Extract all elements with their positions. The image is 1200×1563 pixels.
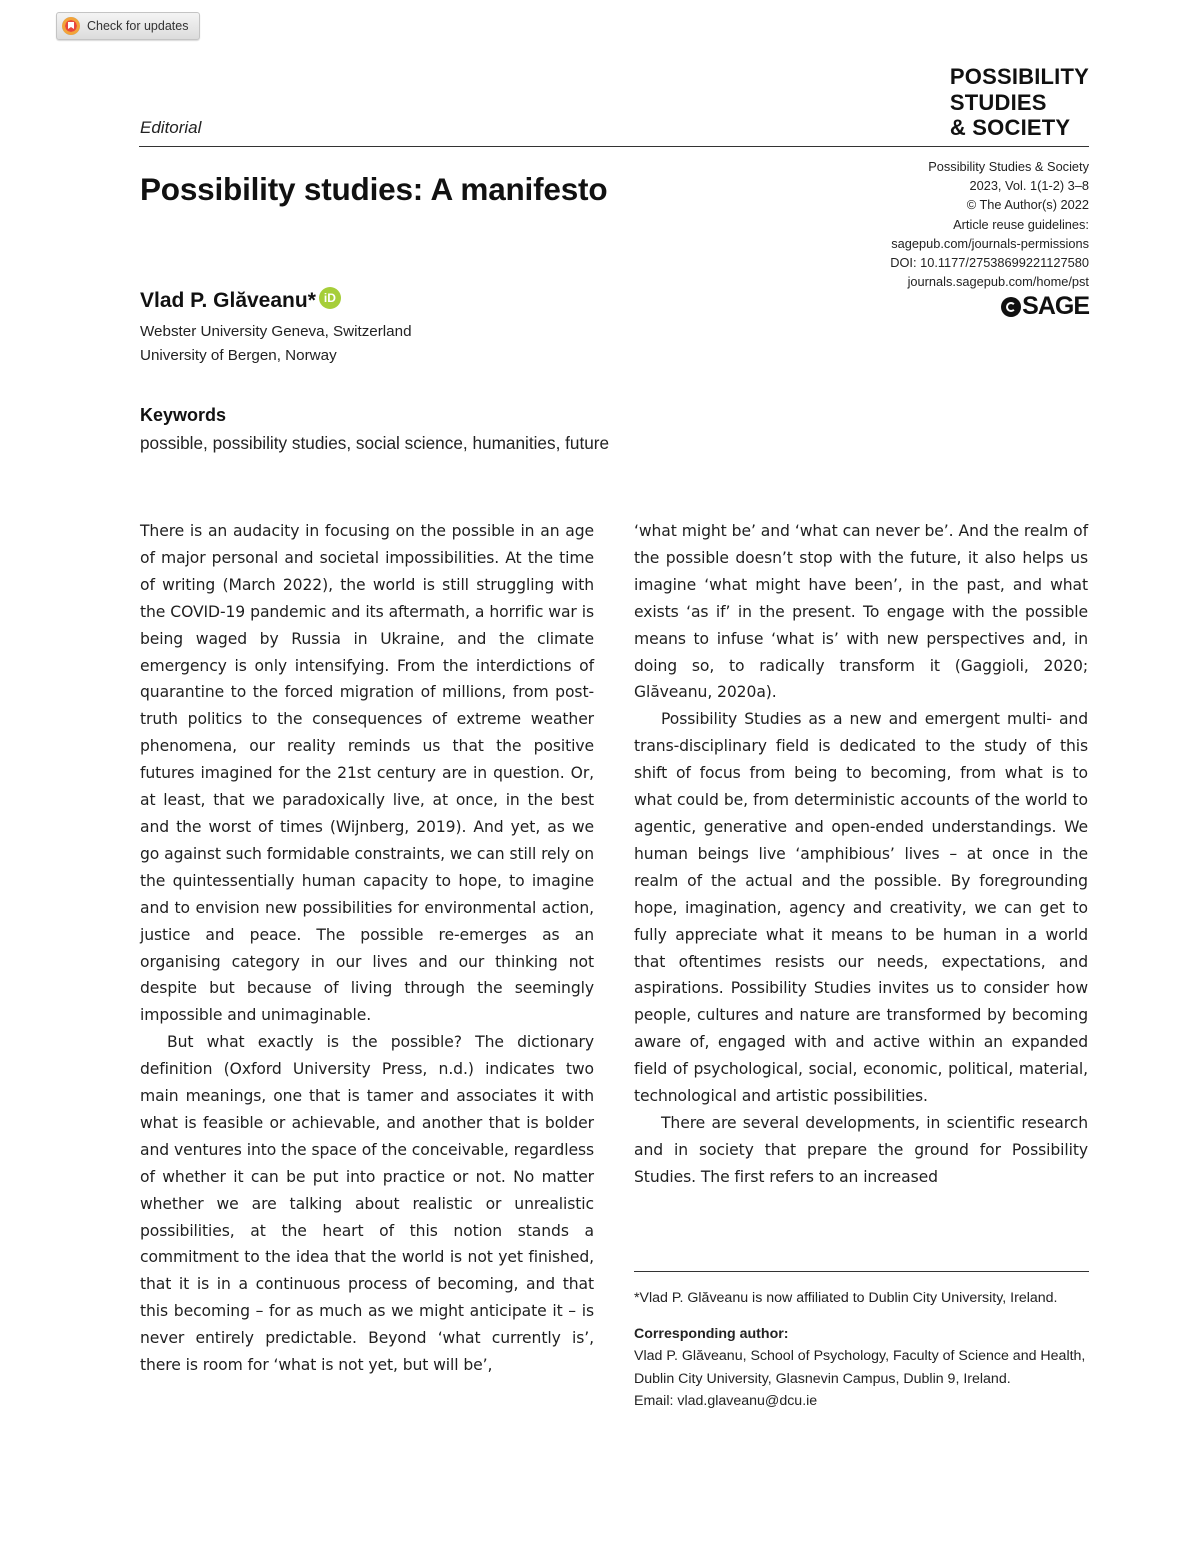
body-column-left (140, 518, 594, 1379)
publisher-logo (1001, 292, 1089, 321)
body-paragraph: There is an audacity in focusing on the possible in an age of major personal and societal impossibilities. At the time of writing (March 2022), the world is still struggling with the COVID-19 pandemic and its aftermath, a horrific war is being waged by Russia in Ukraine, and the climate emergency is only intensifying. From the interdictions of quarantine to the forced migration of millions, from post-truth politics to the consequences of extreme weather phenomena, our reality reminds us that the positive futures imagined for the 21st century are in question. Or, at least, that we paradoxically live, at once, in the best and the worst of times (Wijnberg, 2019). And yet, as we go against such formidable constraints, we can still rely on the quintessentially human capacity to hope, to imagine and to envision new possibilities for environmental action, justice and peace. The possible re-emerges as an organising category in our lives and our thinking not despite but because of living through the seemingly impossible and unimaginable. (140, 522, 594, 1025)
journal-logo (950, 64, 1089, 141)
sage-mark-icon (1001, 297, 1021, 317)
corresponding-email[interactable]: Email: vlad.glaveanu@dcu.ie (634, 1393, 818, 1409)
keywords-heading: Keywords (140, 405, 227, 425)
publisher-name: SAGE (1022, 292, 1089, 320)
journal-logo-line: & SOCIETY (949, 115, 1071, 140)
keywords-list: possible, possibility studies, social science, humanities, future (140, 433, 610, 453)
affiliation-note: *Vlad P. Glăveanu is now affiliated to Dublin City University, Ireland. (634, 1290, 1058, 1306)
meta-volume: 2023, Vol. 1(1-2) 3–8 (969, 178, 1089, 194)
body-paragraph: There are several developments, in scientific research and in society that prepare the ground for Possibility Studies. The first refers to an increased (634, 1113, 1088, 1186)
body-paragraph: But what exactly is the possible? The dictionary definition (Oxford University Press, n.d.) indicates two main meanings, one that is tamer and associates it with what is feasible or achievable, and another that is bolder and ventures into the space of the conceivable, regardless of whether it can be put into practice or not. No matter whether we are talking about realistic or unrealistic possibilities, at the heart of this notion stands a commitment to the idea that the world is not yet finished, that it is in a continuous process of becoming, and that this becoming – for as much as we might anticipate it – is never entirely predictable. Beyond ‘what currently is’, there is room for ‘what is not yet, but will be’, (140, 1033, 594, 1375)
affiliation: Webster University Geneva, Switzerland (140, 323, 412, 340)
meta-copyright: © The Author(s) 2022 (966, 197, 1089, 213)
author-line (140, 289, 341, 313)
meta-journal-url[interactable]: journals.sagepub.com/home/pst (907, 274, 1089, 290)
author-affiliations (140, 320, 412, 367)
journal-logo-line: POSSIBILITY (949, 64, 1089, 89)
bookmark-icon (62, 17, 80, 35)
affiliation: University of Bergen, Norway (140, 346, 337, 364)
meta-reuse-link[interactable]: sagepub.com/journals-permissions (891, 235, 1089, 251)
meta-reuse-label: Article reuse guidelines: (953, 216, 1089, 232)
corresponding-author-label: Corresponding author: (634, 1325, 789, 1342)
header-divider (139, 146, 1089, 147)
body-paragraph: ‘what might be’ and ‘what can never be’. And the realm of the possible doesn’t stop with the future, it also helps us imagine ‘what might have been’, in the past, and what exists ‘as if’ in the present. To engage with the possible means to infuse ‘what is’ with new perspectives and, in doing so, to radically transform it (Gaggioli, 2020; Glăveanu, 2020a). (634, 522, 1088, 702)
meta-doi[interactable]: DOI: 10.1177/27538699221127580 (890, 255, 1089, 271)
author-name: Vlad P. Glăveanu* (140, 289, 316, 312)
body-column-right (634, 518, 1088, 1191)
footnote-divider (634, 1271, 1089, 1272)
meta-journal-name: Possibility Studies & Society (928, 159, 1089, 174)
article-title: Possibility studies: A manifesto (140, 171, 608, 207)
footnotes (634, 1287, 1089, 1413)
journal-logo-line: STUDIES (949, 89, 1047, 115)
article-type: Editorial (140, 118, 202, 137)
body-paragraph: Possibility Studies as a new and emergent multi- and trans-disciplinary field is dedicated to the study of this shift of focus from being to becoming, from what is to what could be, from deterministic accounts of the world to agentic, generative and open-ended understandings. We human beings live ‘amphibious’ lives – at once in the realm of the actual and the possible. By foregrounding hope, imagination, agency and creativity, we can get to fully appreciate what it means to be human in a world that oftentimes resists our needs, expectations, and aspirations. Possibility Studies invites us to consider how people, cultures and nature are transformed by becoming aware of, engaged with and active within an expanded field of psychological, social, economic, political, material, technological and artistic possibilities. (634, 710, 1088, 1106)
publication-meta (729, 157, 1089, 291)
orcid-icon[interactable]: iD (319, 287, 341, 309)
check-for-updates-button[interactable] (56, 12, 200, 40)
check-for-updates-label: Check for updates (87, 19, 189, 33)
corresponding-author-text: Vlad P. Glăveanu, School of Psychology, Faculty of Science and Health, Dublin City University, Glasnevin Campus, Dublin 9, Ireland. (634, 1348, 1086, 1387)
